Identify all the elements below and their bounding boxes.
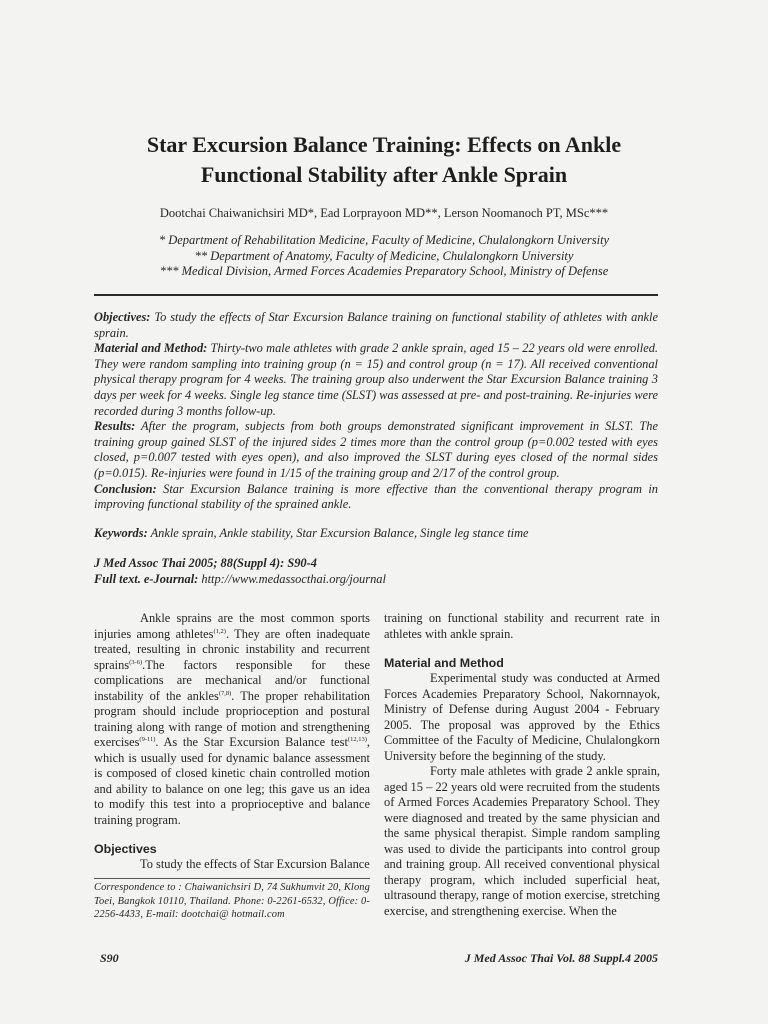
abstract-method-text: Thirty-two male athletes with grade 2 ankle sprain, aged 15 – 22 years old were enrolled. They were random sampling into training group (n = 15) and control group (n = 17). All received conventional physical therapy program for 4 weeks. The training group also underwent the Star Excursion Balance training 3 days per week for 4 weeks. Single leg stance time (SLST) was assessed at pre- and post-training. Re-injuries were recorded during 3 months follow-up. xyxy=(94,341,658,418)
reference-marker: (12,13) xyxy=(347,735,367,743)
intro-text-2: . They are often inadequate treated, resulting in chronic instability and recurrent sprains xyxy=(94,626,370,672)
reference-marker: (9-11) xyxy=(139,735,156,743)
title-line-2: Functional Stability after Ankle Sprain xyxy=(200,162,568,187)
ejournal-link[interactable]: http://www.medassocthai.org/journal xyxy=(198,571,386,586)
spacer xyxy=(94,828,370,841)
abstract-objectives xyxy=(94,310,658,341)
reference-marker: (7,8) xyxy=(218,689,232,697)
method-paragraph-1: Experimental study was conducted at Armed Forces Academies Preparatory School, Nakornnayok, Ministry of Defense during August 2004 - February 2005. The proposal was approved by the Ethics Committee of the Faculty of Medicine, Chulalongkorn University before the beginning of the study. xyxy=(384,671,660,763)
method-heading: Material and Method xyxy=(384,656,504,670)
intro-text-5: . As the Star Excursion Balance test xyxy=(155,735,348,749)
citation xyxy=(94,556,658,587)
affiliations xyxy=(60,233,708,280)
abstract-conclusion xyxy=(94,482,658,513)
abstract-method xyxy=(94,341,658,419)
journal-footer: J Med Assoc Thai Vol. 88 Suppl.4 2005 xyxy=(464,951,658,965)
keywords-label: Keywords: xyxy=(94,526,148,540)
affiliation-3: *** Medical Division, Armed Forces Academies Preparatory School, Ministry of Defense xyxy=(159,264,609,278)
ejournal-label: Full text. e-Journal: xyxy=(94,571,199,586)
abstract-objectives-label: Objectives: xyxy=(94,310,151,324)
page-number: S90 xyxy=(100,951,119,965)
abstract xyxy=(94,310,658,513)
author-list: Dootchai Chaiwanichsiri MD*, Ead Lorprayoon MD**, Lerson Noomanoch PT, MSc*** xyxy=(159,206,609,220)
citation-ejournal xyxy=(94,572,658,588)
continued-paragraph: training on functional stability and recurrent rate in athletes with ankle sprain. xyxy=(384,611,660,641)
citation-line: J Med Assoc Thai 2005; 88(Suppl 4): S90-4 xyxy=(94,556,317,570)
correspondence-note: Correspondence to : Chaiwanichsiri D, 74 Sukhumvit 20, Klong Toei, Bangkok 10110, Thailand. Phone: 0-2261-6532, Office: 0-2256-4433, E-mail: dootchai@ hotmail.com xyxy=(94,882,370,920)
intro-text-1: Ankle sprains are the most common sports injuries among athletes xyxy=(94,611,370,641)
objectives-paragraph: To study the effects of Star Excursion Balance xyxy=(140,857,370,871)
body-column-left xyxy=(94,611,370,873)
intro-text-4: . The proper rehabilitation program should include proprioception and postural training along with range of motion and strengthening exercises xyxy=(94,688,370,749)
abstract-conclusion-label: Conclusion: xyxy=(94,481,157,496)
header-rule xyxy=(94,294,658,296)
objectives-heading: Objectives xyxy=(94,842,157,856)
title-line-1: Star Excursion Balance Training: Effects on Ankle xyxy=(146,132,622,157)
body-column-right xyxy=(384,611,660,919)
keywords-text: Ankle sprain, Ankle stability, Star Excursion Balance, Single leg stance time xyxy=(147,526,529,540)
spacer xyxy=(384,642,660,655)
intro-text-3: .The factors responsible for these complications are mechanical and/or functional instability of the ankles xyxy=(94,657,370,703)
article-title xyxy=(60,130,708,190)
abstract-objectives-text: To study the effects of Star Excursion Balance training on functional stability of athletes with ankle sprain. xyxy=(94,310,658,340)
abstract-results-label: Results: xyxy=(94,419,136,434)
keywords xyxy=(94,526,658,542)
reference-marker: (3-6) xyxy=(129,658,143,666)
reference-marker: (1,2) xyxy=(213,627,226,635)
abstract-conclusion-text: Star Excursion Balance training is more effective than the conventional therapy program in improving functional stability of the sprained ankle. xyxy=(94,481,658,512)
abstract-results-text: After the program, subjects from both groups demonstrated significant improvement in SLST. The training group gained SLST of the injured sides 2 times more than the control group (p=0.002 tested with eyes closed, p=0.007 tested with eyes open), and also improved the SLST during eyes closed of the normal sides (p=0.015). Re-injuries were found in 1/15 of the training group and 2/17 of the control group. xyxy=(94,419,658,480)
citation-reference xyxy=(94,556,658,572)
method-paragraph-2: Forty male athletes with grade 2 ankle sprain, aged 15 – 22 years old were recruited from the students of Armed Forces Academies Preparatory School. They were diagnosed and treated by the same physician and the same physical therapist. Simple random sampling was used to divide the participants into control group and training group. All received conventional physical therapy program, which included superficial heat, ultrasound therapy, range of motion exercise, stretching exercise, and strengthening exercise. When the xyxy=(384,764,660,918)
affiliation-2: ** Department of Anatomy, Faculty of Medicine, Chulalongkorn University xyxy=(194,248,574,263)
abstract-results xyxy=(94,419,658,481)
footnote-rule xyxy=(94,878,370,879)
intro-paragraph xyxy=(94,611,370,828)
intro-text-6: , which is usually used for dynamic balance assessment is composed of closed kinetic chain controlled motion and ability to balance on one leg; this gave us an idea to modify this test into a proprioceptive and balance training program. xyxy=(94,735,370,827)
affiliation-1: * Department of Rehabilitation Medicine, Faculty of Medicine, Chulalongkorn University xyxy=(158,233,610,247)
abstract-method-label: Material and Method: xyxy=(94,341,208,356)
